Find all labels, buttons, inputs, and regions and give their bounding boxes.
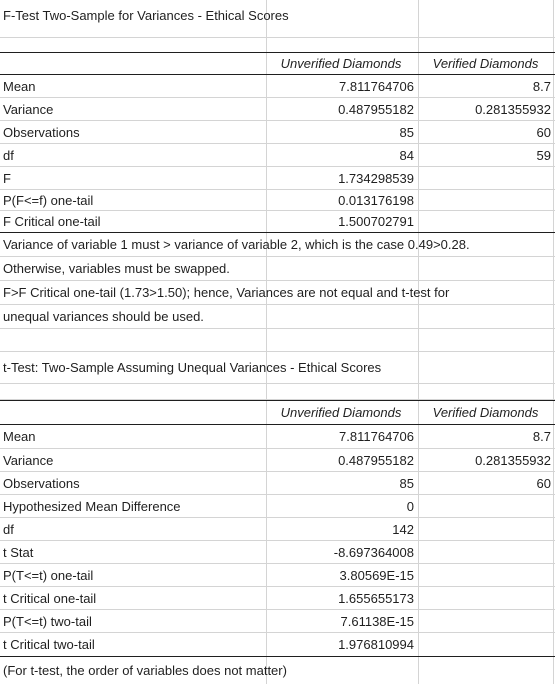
value-a: 7.811764706 — [339, 429, 414, 444]
row-label: Observations — [3, 124, 80, 140]
row-label: P(F<=f) one-tail — [3, 192, 94, 208]
value-a: 0 — [406, 498, 414, 514]
ftest-title: F-Test Two-Sample for Variances - Ethical Scores — [3, 8, 289, 23]
value-b — [418, 564, 551, 586]
table-row[interactable] — [0, 190, 555, 211]
value-b: 8.7 — [532, 78, 551, 94]
value-b — [418, 610, 551, 632]
table-row[interactable] — [0, 610, 555, 633]
ftest-title-row[interactable] — [0, 0, 555, 38]
blank-row[interactable] — [0, 329, 555, 352]
table-row[interactable] — [0, 98, 555, 121]
value-b: 59 — [536, 147, 551, 163]
table-row[interactable] — [0, 75, 555, 98]
value-b — [418, 211, 551, 232]
value-a: 0.013176198 — [338, 192, 414, 208]
row-label: df — [3, 147, 14, 163]
row-label: t Critical one-tail — [3, 590, 97, 606]
row-label: Variance — [3, 101, 54, 117]
value-a: 1.655655173 — [338, 590, 414, 606]
table-row[interactable] — [0, 211, 555, 233]
ttest-header-row[interactable] — [0, 400, 555, 425]
value-b — [418, 167, 551, 189]
value-a: 1.976810994 — [338, 637, 414, 652]
table-row[interactable] — [0, 167, 555, 190]
note-row[interactable] — [0, 281, 555, 305]
table-row[interactable] — [0, 425, 555, 449]
blank-row[interactable] — [0, 384, 555, 400]
ttest-col-b-header: Verified Diamonds — [432, 405, 539, 420]
row-label: t Stat — [3, 544, 34, 560]
row-label: F — [3, 170, 11, 186]
value-a: 84 — [399, 147, 414, 163]
blank-row[interactable] — [0, 38, 555, 53]
ttest-col-a-header: Unverified Diamonds — [280, 405, 402, 420]
value-a: 3.80569E-15 — [339, 567, 414, 583]
value-b: 0.281355932 — [475, 101, 551, 117]
row-label: t Critical two-tail — [3, 637, 95, 652]
note-text: Otherwise, variables must be swapped. — [3, 261, 230, 276]
table-row[interactable] — [0, 564, 555, 587]
ttest-title-row[interactable] — [0, 352, 555, 384]
value-b — [418, 541, 551, 563]
table-row[interactable] — [0, 121, 555, 144]
row-label: P(T<=t) two-tail — [3, 613, 92, 629]
row-label: Hypothesized Mean Difference — [3, 498, 181, 514]
table-row[interactable] — [0, 518, 555, 541]
row-label: F Critical one-tail — [3, 214, 101, 229]
table-row[interactable] — [0, 495, 555, 518]
row-label: Observations — [3, 475, 80, 491]
table-row[interactable] — [0, 144, 555, 167]
value-b — [418, 518, 551, 540]
value-b — [418, 633, 551, 656]
value-a: 142 — [392, 521, 414, 537]
table-row[interactable] — [0, 449, 555, 472]
row-label: Variance — [3, 452, 54, 468]
value-a: 7.811764706 — [339, 78, 414, 94]
value-a: 85 — [399, 124, 414, 140]
ftest-col-b-header: Verified Diamonds — [432, 56, 539, 71]
ttest-title: t-Test: Two-Sample Assuming Unequal Variances - Ethical Scores — [3, 360, 382, 375]
row-label: P(T<=t) one-tail — [3, 567, 94, 583]
note-row[interactable] — [0, 305, 555, 329]
value-b: 60 — [536, 124, 551, 140]
row-label: Mean — [3, 429, 36, 444]
note-row[interactable] — [0, 257, 555, 281]
table-row[interactable] — [0, 587, 555, 610]
table-row[interactable] — [0, 472, 555, 495]
value-a: 1.734298539 — [338, 170, 414, 186]
value-a: 0.487955182 — [338, 452, 414, 468]
value-a: 85 — [399, 475, 414, 491]
note-row[interactable] — [0, 233, 555, 257]
table-row[interactable] — [0, 541, 555, 564]
note-text: (For t-test, the order of variables does not matter) — [3, 663, 287, 678]
ftest-header-row[interactable] — [0, 52, 555, 75]
value-b — [418, 190, 551, 210]
value-a: 0.487955182 — [338, 101, 414, 117]
table-row[interactable] — [0, 633, 555, 657]
value-b — [418, 495, 551, 517]
value-b: 0.281355932 — [475, 452, 551, 468]
row-label: Mean — [3, 78, 36, 94]
value-b: 8.7 — [532, 429, 551, 444]
ftest-col-a-header: Unverified Diamonds — [280, 56, 402, 71]
note-row[interactable] — [0, 657, 555, 684]
value-b — [418, 587, 551, 609]
note-text: unequal variances should be used. — [3, 309, 204, 324]
note-text: F>F Critical one-tail (1.73>1.50); hence, Variances are not equal and t-test for — [3, 285, 450, 300]
value-a: -8.697364008 — [333, 544, 414, 560]
value-a: 1.500702791 — [338, 214, 414, 229]
value-b: 60 — [536, 475, 551, 491]
row-label: df — [3, 521, 14, 537]
value-a: 7.61138E-15 — [340, 613, 414, 629]
note-text: Variance of variable 1 must > variance of variable 2, which is the case 0.49>0.28. — [3, 237, 470, 252]
